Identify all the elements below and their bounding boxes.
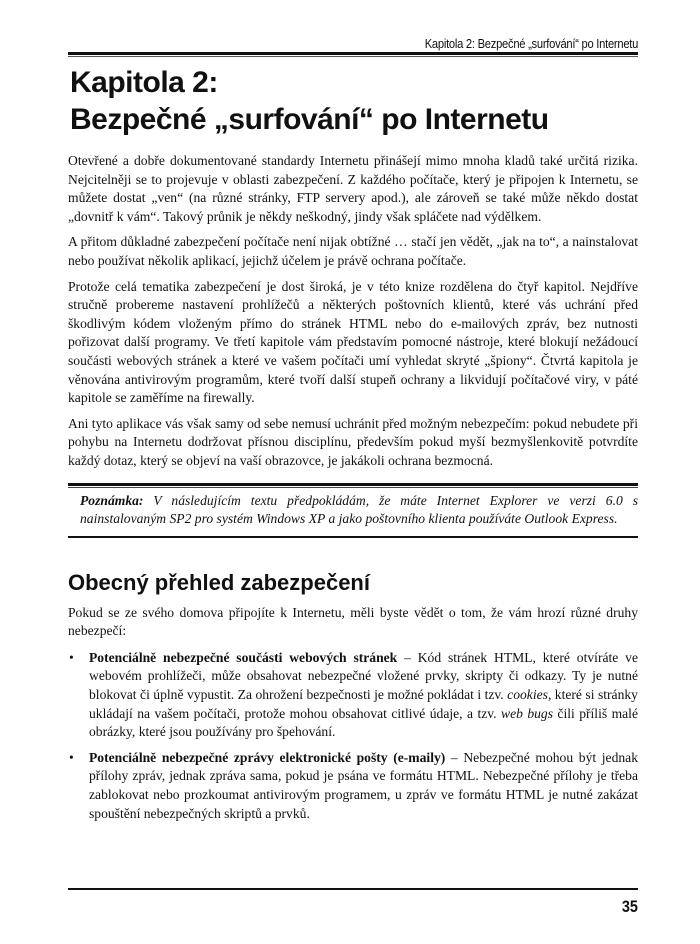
bullet-list: [68, 649, 638, 823]
chapter-title: [70, 64, 549, 138]
bullet-text: – Nebezpečné mohou být jednak přílohy zpráv, jednak zpráva sama, pokud je psána ve formátu HTML. Nebezpečné přílohy je třeba zablokovat nebo prozkoumat antivirovým programem, u zpráv ve formátu HTML je nutné zakázat spouštění nebezpečných skriptů a prvků.: [89, 749, 638, 821]
note-body: V následujícím textu předpokládám, že máte Internet Explorer ve verzi 6.0 s nainstalovaným SP2 pro systém Windows XP a jako poštovního klienta používáte Outlook Express.: [80, 492, 638, 527]
paragraph: Ani tyto aplikace vás však samy od sebe nemusí uchránit před možným nebezpečím: pokud nebudete při pohybu na Internetu dodržovat přísnou disciplínu, především pokud myší bezmyšlenkovitě potvrdíte každý dotaz, který se objeví na vaší obrazovce, je jakákoli ochrana bezmocná.: [68, 415, 638, 468]
emphasis-cookies: cookies: [507, 687, 548, 703]
bullet-text: čili příliš malé obrázky, které jsou používány pro špehování.: [89, 705, 638, 740]
bullet-term: Potenciálně nebezpečné součásti webových stránek: [89, 649, 398, 665]
bullet-icon: •: [69, 649, 74, 665]
bullet-icon: •: [69, 749, 74, 765]
section-title: Obecný přehled zabezpečení: [68, 569, 370, 595]
running-head: Kapitola 2: Bezpečné „surfování“ po Internetu: [424, 36, 638, 51]
note-label: Poznámka:: [80, 492, 144, 508]
page-number: 35: [621, 897, 638, 916]
bullet-term: Potenciálně nebezpečné zprávy elektronické pošty (e-maily): [89, 749, 446, 765]
list-item: [69, 649, 638, 742]
section-intro: Pokud se ze svého domova připojíte k Internetu, měli byste vědět o tom, že vám hrozí různé druhy nebezpečí:: [68, 604, 638, 639]
list-item: [69, 749, 638, 823]
header-rule: [68, 52, 638, 57]
note-box: [68, 483, 638, 538]
emphasis-web-bugs: web bugs: [501, 705, 553, 721]
body-text: [68, 152, 638, 830]
paragraph: Protože celá tematika zabezpečení je dost široká, je v této knize rozdělena do čtyř kapitol. Nejdříve stručně probereme nastavení prohlížečů a některých poštovních klientů, které vás uchrání před škodlivým kódem vloženým přímo do stránek HTML nebo do e-mailových zpráv, bez nutnosti pořizovat další programy. Ve třetí kapitole vám představím pomocné nástroje, které blokují nežádoucí součásti webových stránek a které ve vašem počítači umí vyhledat skryté „špiony“. Čtvrtá kapitola je věnována antivirovým programům, které tvoří další stupeň ochrany a likvidují počítačové viry, v páté kapitole se zaměříme na firewally.: [68, 278, 638, 406]
paragraph: Otevřené a dobře dokumentované standardy Internetu přinášejí mimo mnoha kladů také určitá rizika. Nejcitelněji se to projevuje v oblasti zabezpečení. Z každého počítače, který je připojen k Internetu, se můžete dostat „ven“ (na různé stránky, FTP servery apod.), ale zároveň se také může někdo dostat „dovnitř k vám“. Takový průnik je někdy neškodný, jindy však spláčete nad výdělkem.: [68, 153, 638, 224]
paragraph: A přitom důkladné zabezpečení počítače není nijak obtížné … stačí jen vědět, „jak na to“, a nainstalovat nebo používat několik aplikací, jejichž účelem je právě ochrana počítače.: [68, 234, 638, 268]
note-text: [80, 492, 638, 529]
bullet-text: – Kód stránek HTML, které otvíráte ve webovém prohlížeči, může obsahovat nebezpečné vložené prvky, skripty či odkazy. Ty je nutné blokovat či úplně vypustit. Za ohrožení bezpečnosti je možné pokládat i tzv.: [89, 649, 638, 703]
footer-rule: [68, 888, 638, 890]
chapter-title-line2: Bezpečné „surfování“ po Internetu: [70, 103, 549, 136]
bullet-text: , které si stránky ukládají na vašem počítači, protože mohou obsahovat citlivé údaje, a tzv.: [89, 687, 638, 721]
chapter-title-line1: Kapitola 2:: [70, 66, 218, 99]
